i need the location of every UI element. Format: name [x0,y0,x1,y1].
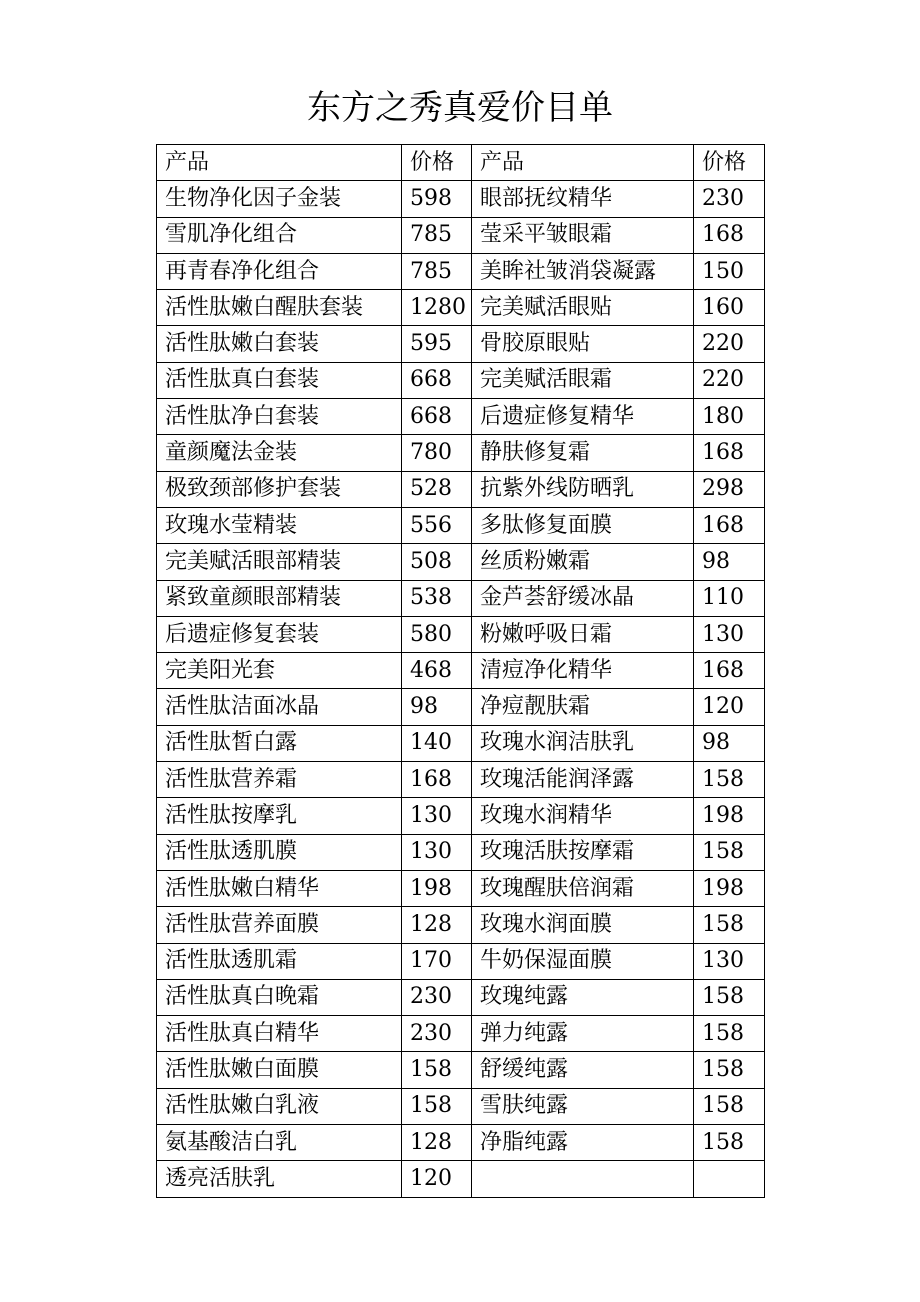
product-name-left: 透亮活肤乳 [157,1161,402,1197]
product-name-right: 玫瑰活能润泽露 [472,762,694,798]
product-name-left: 极致颈部修护套装 [157,471,402,507]
product-price-right: 158 [694,907,765,943]
table-row [157,580,765,616]
product-price-right: 130 [694,616,765,652]
table-row [157,725,765,761]
product-price-right: 168 [694,435,765,471]
product-name-right: 莹采平皱眼霜 [472,217,694,253]
table-row [157,616,765,652]
product-price-right: 130 [694,943,765,979]
product-name-right: 眼部抚纹精华 [472,181,694,217]
table-row [157,507,765,543]
product-name-left: 活性肽真白晚霜 [157,979,402,1015]
product-price-left: 230 [402,979,472,1015]
product-name-left: 活性肽透肌膜 [157,834,402,870]
product-name-right: 金芦荟舒缓冰晶 [472,580,694,616]
table-row [157,435,765,471]
product-price-left: 780 [402,435,472,471]
table-row [157,1125,765,1161]
product-name-left: 活性肽营养霜 [157,762,402,798]
product-name-right: 抗紫外线防晒乳 [472,471,694,507]
product-name-left: 活性肽洁面冰晶 [157,689,402,725]
product-price-right: 98 [694,725,765,761]
product-name-right [472,1161,694,1197]
header-price-right: 价格 [694,145,765,181]
table-row [157,1052,765,1088]
table-row [157,399,765,435]
product-price-right: 158 [694,834,765,870]
product-price-right: 158 [694,979,765,1015]
product-price-right: 160 [694,290,765,326]
table-header-row [157,145,765,181]
product-price-right: 158 [694,762,765,798]
header-product-left: 产品 [157,145,402,181]
product-name-right: 净痘靓肤霜 [472,689,694,725]
page-title: 东方之秀真爱价目单 [307,88,613,128]
product-name-right: 丝质粉嫩霜 [472,544,694,580]
product-name-left: 生物净化因子金装 [157,181,402,217]
product-price-left: 580 [402,616,472,652]
product-name-right: 玫瑰活肤按摩霜 [472,834,694,870]
product-price-left: 468 [402,653,472,689]
table-row [157,834,765,870]
product-name-left: 再青春净化组合 [157,253,402,289]
product-price-left: 538 [402,580,472,616]
table-row [157,798,765,834]
product-price-left: 785 [402,217,472,253]
product-name-left: 活性肽皙白露 [157,725,402,761]
product-price-left: 128 [402,1125,472,1161]
product-name-left: 活性肽按摩乳 [157,798,402,834]
product-price-right: 230 [694,181,765,217]
table-row [157,326,765,362]
product-price-right: 120 [694,689,765,725]
product-price-left: 120 [402,1161,472,1197]
product-name-left: 紧致童颜眼部精装 [157,580,402,616]
product-name-left: 活性肽嫩白精华 [157,870,402,906]
product-price-left: 230 [402,1016,472,1052]
product-price-left: 158 [402,1088,472,1124]
product-name-right: 雪肤纯露 [472,1088,694,1124]
product-price-left: 130 [402,798,472,834]
product-price-right: 198 [694,870,765,906]
product-price-right: 198 [694,798,765,834]
table-row [157,253,765,289]
product-name-left: 活性肽净白套装 [157,399,402,435]
product-price-left: 1280 [402,290,472,326]
table-row [157,1088,765,1124]
table-row [157,217,765,253]
product-name-left: 玫瑰水莹精装 [157,507,402,543]
product-name-left: 活性肽透肌霜 [157,943,402,979]
product-price-right: 110 [694,580,765,616]
product-name-right: 玫瑰醒肤倍润霜 [472,870,694,906]
product-price-left: 170 [402,943,472,979]
product-name-left: 活性肽嫩白醒肤套装 [157,290,402,326]
product-price-right: 298 [694,471,765,507]
product-name-left: 活性肽嫩白面膜 [157,1052,402,1088]
table-row [157,653,765,689]
product-price-right: 158 [694,1125,765,1161]
product-name-right: 完美赋活眼贴 [472,290,694,326]
table-row [157,362,765,398]
product-price-left: 668 [402,362,472,398]
product-name-left: 童颜魔法金装 [157,435,402,471]
product-name-right: 玫瑰纯露 [472,979,694,1015]
product-name-right: 弹力纯露 [472,1016,694,1052]
table-row [157,544,765,580]
product-price-left: 140 [402,725,472,761]
product-price-left: 168 [402,762,472,798]
product-name-right: 清痘净化精华 [472,653,694,689]
product-price-left: 158 [402,1052,472,1088]
product-name-left: 完美赋活眼部精装 [157,544,402,580]
product-name-right: 净脂纯露 [472,1125,694,1161]
product-name-right: 完美赋活眼霜 [472,362,694,398]
product-name-left: 活性肽真白套装 [157,362,402,398]
product-name-left: 氨基酸洁白乳 [157,1125,402,1161]
product-name-right: 美眸社皱消袋凝露 [472,253,694,289]
product-name-left: 活性肽嫩白乳液 [157,1088,402,1124]
table-row [157,181,765,217]
product-name-right: 玫瑰水润面膜 [472,907,694,943]
product-price-right: 168 [694,653,765,689]
product-name-left: 活性肽真白精华 [157,1016,402,1052]
product-price-left: 528 [402,471,472,507]
table-row [157,689,765,725]
product-name-right: 静肤修复霜 [472,435,694,471]
product-name-left: 后遗症修复套装 [157,616,402,652]
table-row [157,907,765,943]
table-row [157,1161,765,1197]
product-price-right: 150 [694,253,765,289]
product-price-right: 158 [694,1052,765,1088]
product-name-right: 玫瑰水润洁肤乳 [472,725,694,761]
product-name-left: 活性肽嫩白套装 [157,326,402,362]
product-price-right: 220 [694,362,765,398]
product-price-right: 158 [694,1016,765,1052]
product-price-right: 168 [694,217,765,253]
product-price-left: 598 [402,181,472,217]
table-row [157,943,765,979]
product-name-right: 舒缓纯露 [472,1052,694,1088]
table-row [157,762,765,798]
table-row [157,870,765,906]
product-price-left: 128 [402,907,472,943]
product-name-right: 多肽修复面膜 [472,507,694,543]
product-price-right: 158 [694,1088,765,1124]
product-name-left: 活性肽营养面膜 [157,907,402,943]
table-row [157,1016,765,1052]
product-price-right: 98 [694,544,765,580]
product-price-left: 595 [402,326,472,362]
product-name-right: 玫瑰水润精华 [472,798,694,834]
price-table-body [157,145,765,1198]
price-table [156,144,765,1198]
product-price-left: 98 [402,689,472,725]
product-price-right: 180 [694,399,765,435]
product-name-left: 雪肌净化组合 [157,217,402,253]
product-price-right: 168 [694,507,765,543]
product-name-right: 后遗症修复精华 [472,399,694,435]
product-price-right [694,1161,765,1197]
table-row [157,290,765,326]
product-name-left: 完美阳光套 [157,653,402,689]
table-row [157,471,765,507]
product-price-left: 198 [402,870,472,906]
product-name-right: 骨胶原眼贴 [472,326,694,362]
product-price-left: 556 [402,507,472,543]
product-price-left: 130 [402,834,472,870]
product-price-left: 668 [402,399,472,435]
product-price-left: 508 [402,544,472,580]
product-price-right: 220 [694,326,765,362]
header-price-left: 价格 [402,145,472,181]
header-product-right: 产品 [472,145,694,181]
product-name-right: 粉嫩呼吸日霜 [472,616,694,652]
product-name-right: 牛奶保湿面膜 [472,943,694,979]
table-row [157,979,765,1015]
product-price-left: 785 [402,253,472,289]
